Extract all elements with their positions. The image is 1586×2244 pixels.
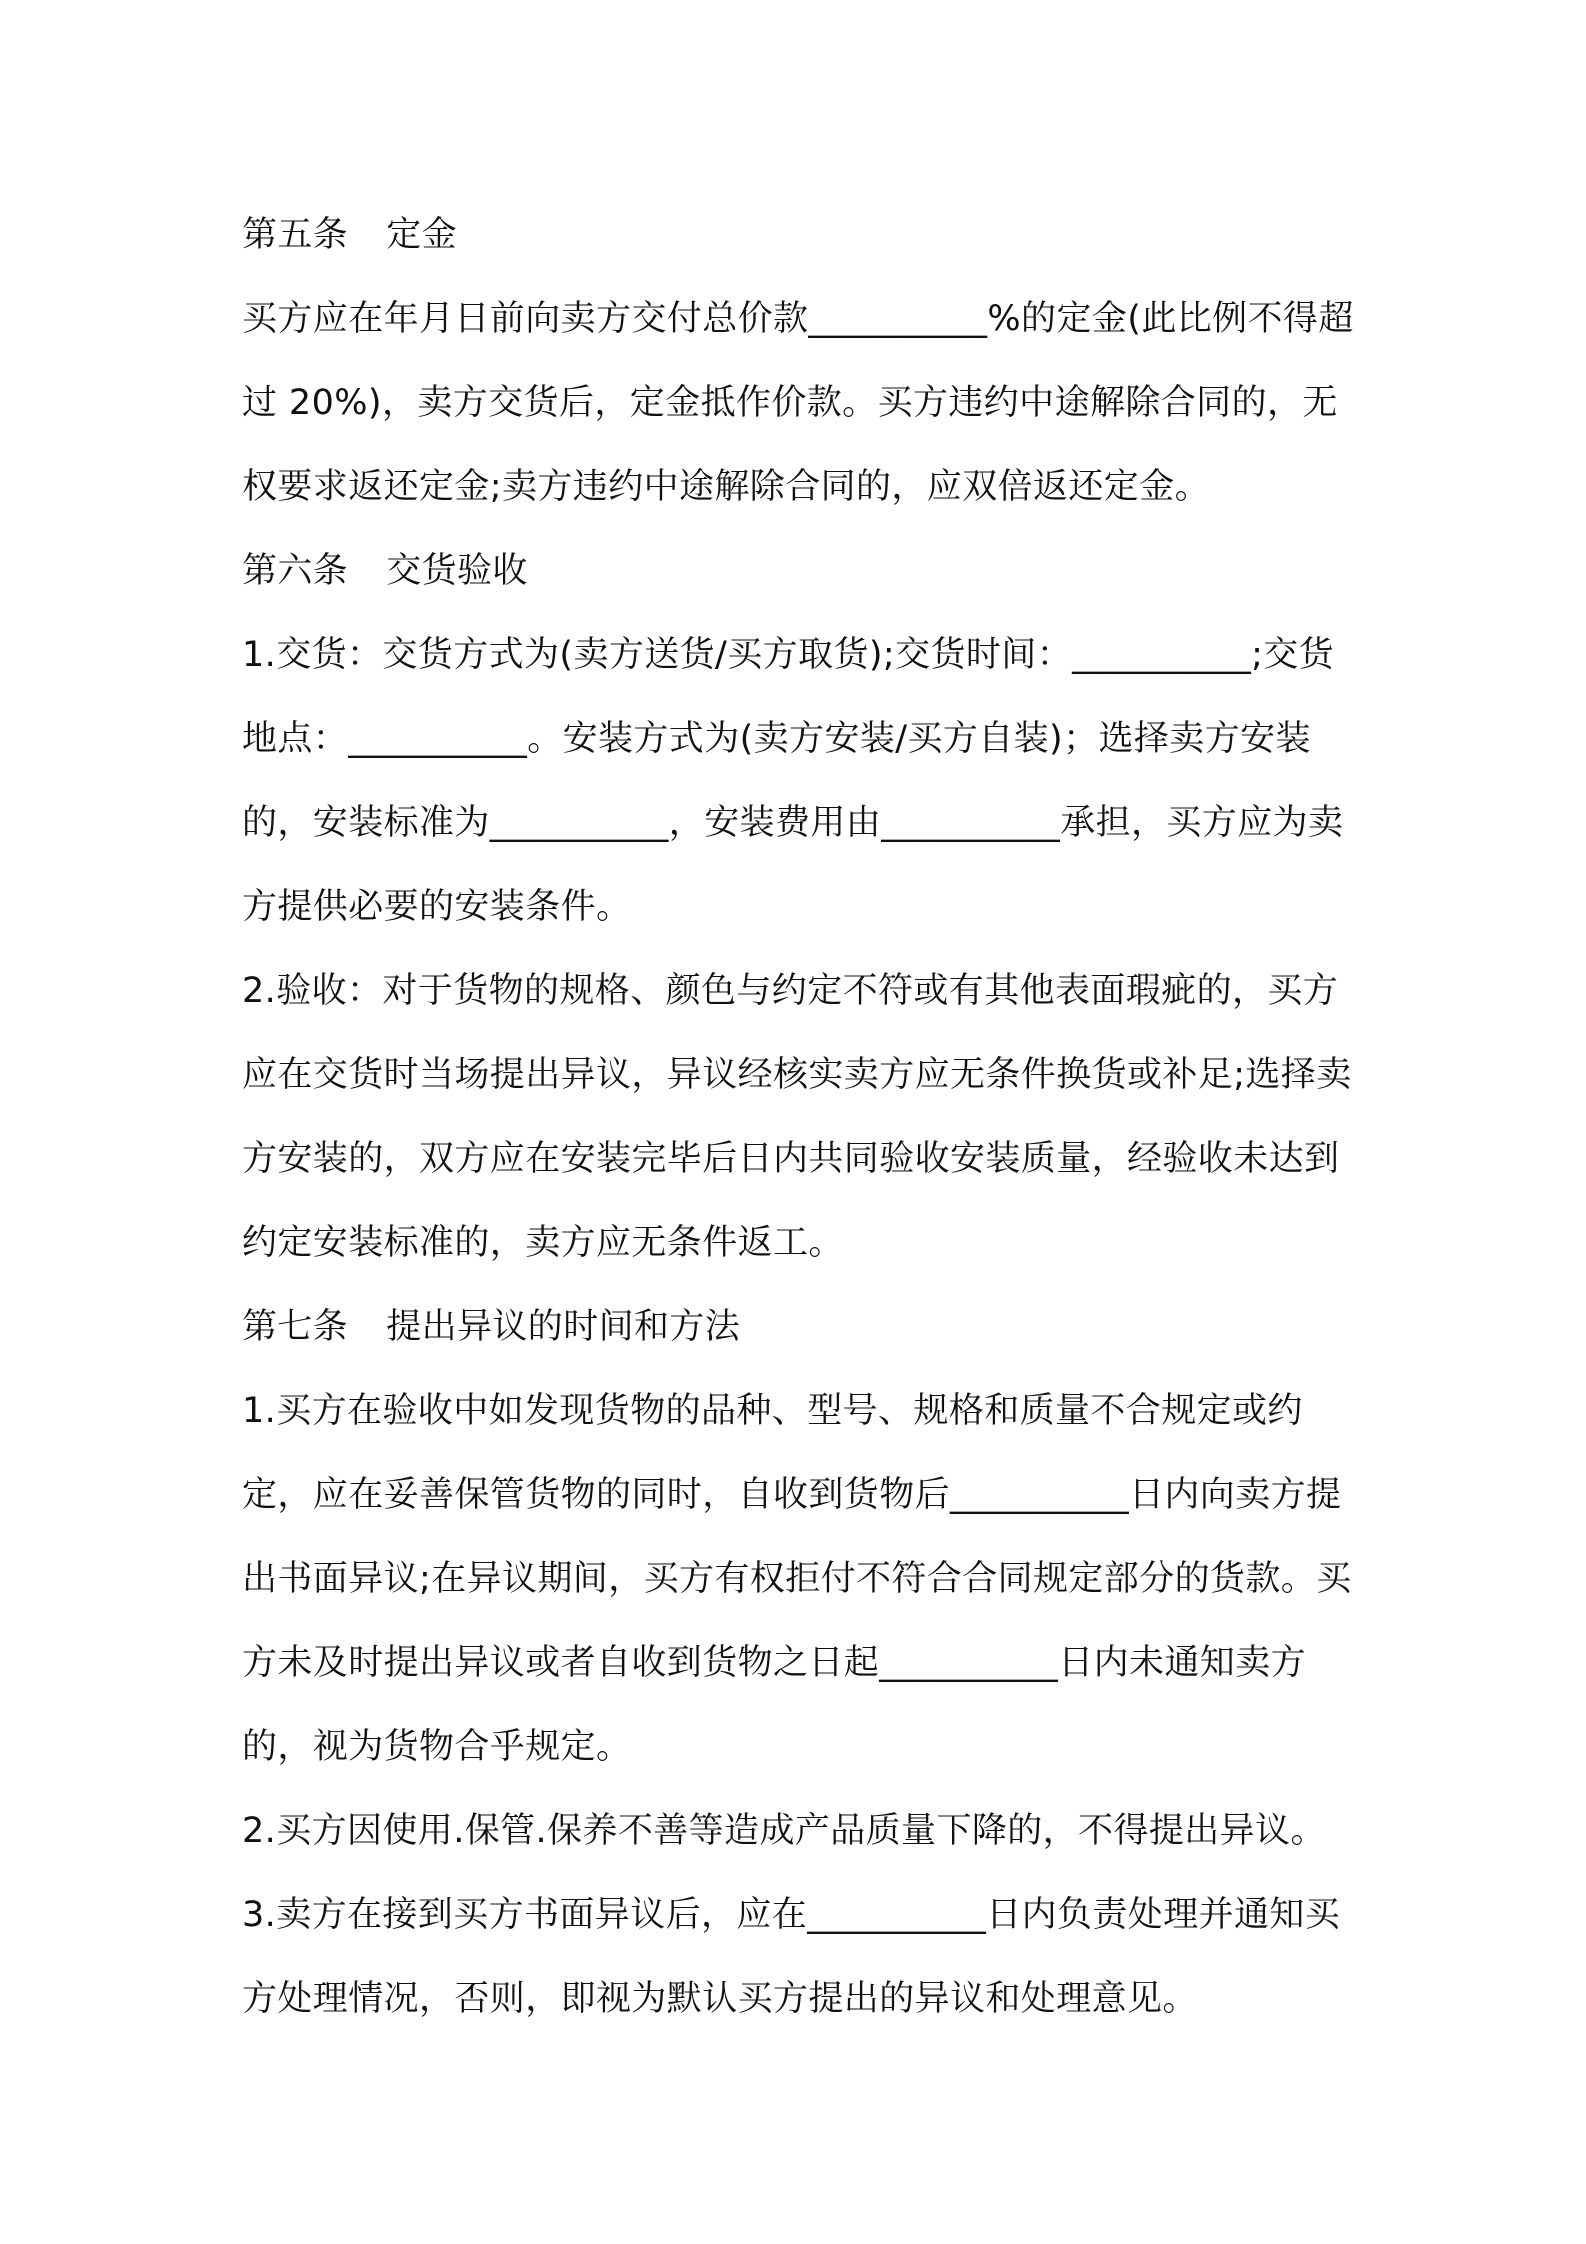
article-6-heading: [242, 529, 1362, 613]
article-7-number: 第七条: [242, 1307, 349, 1347]
article-5-title: 定金: [386, 215, 458, 255]
article-6-number: 第六条: [242, 551, 349, 591]
article-5-paragraph: 买方应在年月日前向卖方交付总价款__________%的定金(此比例不得超过 20%)，卖方交货后，定金抵作价款。买方违约中途解除合同的，无权要求返还定金;卖方违约中途解除合同的，应双倍返还定金。: [242, 299, 1354, 507]
article-7-paragraph-3: 3.卖方在接到买方书面异议后，应在__________日内负责处理并通知买方处理情况，否则，即视为默认买方提出的异议和处理意见。: [242, 1895, 1341, 2019]
article-6-title: 交货验收: [386, 551, 528, 591]
article-5-heading: [242, 193, 1362, 277]
article-5-number: 第五条: [242, 215, 349, 255]
article-7-paragraph-1: 1.买方在验收中如发现货物的品种、型号、规格和质量不合规定或约定，应在妥善保管货物的同时，自收到货物后__________日内向卖方提出书面异议;在异议期间，买方有权拒付不符合合同规定部分的货款。买方未及时提出异议或者自收到货物之日起__________日内未通知卖方的，视为货物合乎规定。: [242, 1391, 1352, 1767]
article-7-title: 提出异议的时间和方法: [386, 1307, 741, 1347]
article-6-acceptance-paragraph: 2.验收：对于货物的规格、颜色与约定不符或有其他表面瑕疵的，买方应在交货时当场提出异议，异议经核实卖方应无条件换货或补足;选择卖方安装的，双方应在安装完毕后日内共同验收安装质量，经验收未达到约定安装标准的，卖方应无条件返工。: [242, 971, 1352, 1263]
document-body: [242, 193, 1362, 2041]
article-6-delivery-paragraph: 1.交货：交货方式为(卖方送货/买方取货);交货时间：__________;交货地点：__________。安装方式为(卖方安装/买方自装)；选择卖方安装的，安装标准为__________，安装费用由__________承担，买方应为卖方提供必要的安装条件。: [242, 635, 1344, 927]
article-7-heading: [242, 1285, 1362, 1369]
article-7-paragraph-2: 2.买方因使用.保管.保养不善等造成产品质量下降的，不得提出异议。: [242, 1811, 1326, 1851]
